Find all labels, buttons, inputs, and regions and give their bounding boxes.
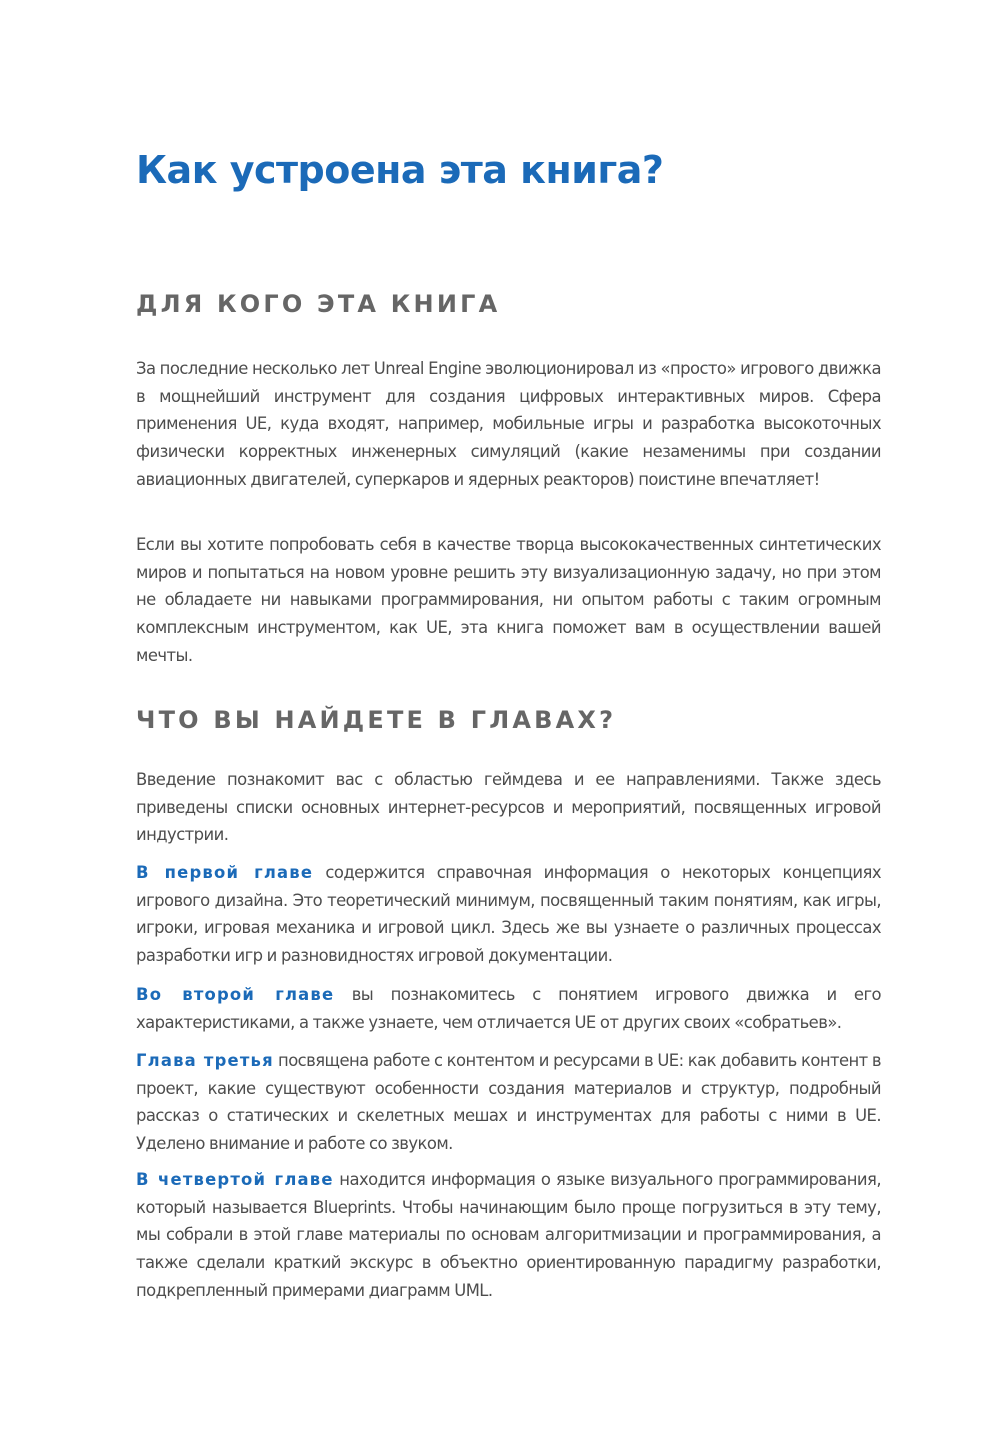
paragraph-chapter-3	[136, 1047, 881, 1158]
chapter-lead: Во второй главе	[136, 985, 335, 1004]
page-title: Как устроена эта книга?	[136, 148, 664, 192]
section-heading-audience: ДЛЯ КОГО ЭТА КНИГА	[136, 290, 501, 318]
paragraph-text: Если вы хотите попробовать себя в качестве творца высококачественных синтетических миров и попытаться на новом уровне решить эту визуализационную задачу, но при этом не обладаете ни навыками программирования, ни опытом работы с таким огромным комплексным инструментом, как UE, эта книга поможет вам в осуществлении вашей мечты.	[136, 535, 881, 665]
paragraph-introduction	[136, 766, 881, 849]
paragraph-text: находится информация о языке визуального программирования, который называется Blueprints. Чтобы начинающим было проще погрузиться в эту тему, мы собрали в этой главе материалы по основам алгоритмизации и программирования, а также сделали краткий экскурс в объектно ориентированную парадигму разработки, подкрепленный примерами диаграмм UML.	[136, 1170, 881, 1300]
section-heading-chapters: ЧТО ВЫ НАЙДЕТЕ В ГЛАВАХ?	[136, 706, 617, 734]
paragraph-audience-1	[136, 355, 881, 494]
paragraph-chapter-4	[136, 1166, 881, 1305]
chapter-lead: В четвертой главе	[136, 1170, 334, 1189]
paragraph-text: Введение познакомит вас с областью геймдева и ее направлениями. Также здесь приведены списки основных интернет-ресурсов и мероприятий, посвященных игровой индустрии.	[136, 770, 881, 845]
chapter-lead: Глава третья	[136, 1051, 274, 1070]
paragraph-chapter-2	[136, 981, 881, 1036]
paragraph-text: вы познакомитесь с понятием игрового движка и его характеристиками, а также узнаете, чем отличается UE от других своих «собратьев».	[136, 985, 881, 1032]
paragraph-chapter-1	[136, 859, 881, 970]
paragraph-text: содержится справочная информация о некоторых концепциях игрового дизайна. Это теоретический минимум, посвященный таким понятиям, как игры, игроки, игровая механика и игровой цикл. Здесь же вы узнаете о различных процессах разработки игр и разновидностях игровой документации.	[136, 863, 881, 966]
paragraph-text: За последние несколько лет Unreal Engine эволюционировал из «просто» игрового движка в мощнейший инструмент для создания цифровых интерактивных миров. Сфера применения UE, куда входят, например, мобильные игры и разработка высокоточных физически корректных инженерных симуляций (какие незаменимы при создании авиационных двигателей, суперкаров и ядерных реакторов) поистине впечатляет!	[136, 359, 881, 489]
chapter-lead: В первой главе	[136, 863, 314, 882]
paragraph-text: посвящена работе с контентом и ресурсами в UE: как добавить контент в проект, какие существуют особенности создания материалов и структур, подробный рассказ о статических и скелетных мешах и инструментах для работы с ними в UE. Уделено внимание и работе со звуком.	[136, 1051, 881, 1154]
paragraph-audience-2	[136, 531, 881, 670]
